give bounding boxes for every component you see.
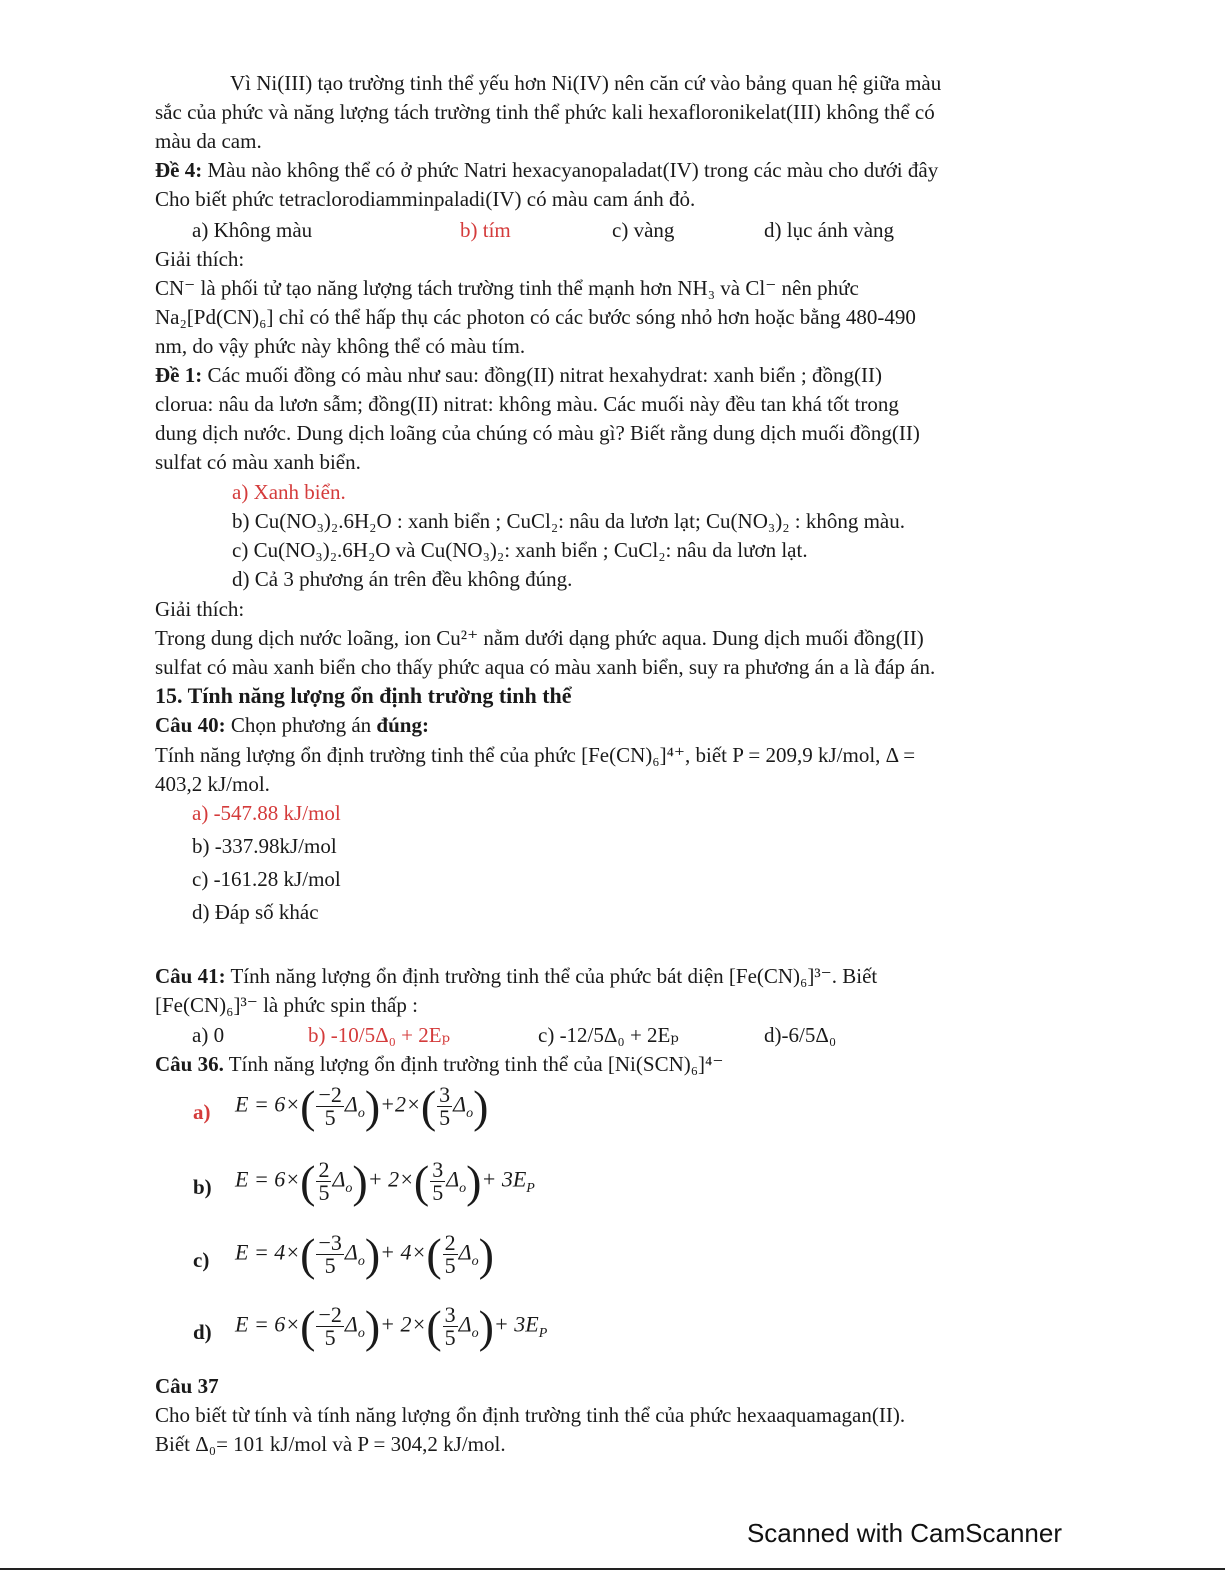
de4-label: Đề 4: bbox=[155, 158, 203, 182]
cau40-line1: Tính năng lượng ổn định trường tinh thể của phức [Fe(CN)₆]⁴⁺, biết P = 209,9 kJ/mol, Δ = bbox=[155, 743, 916, 767]
de4-explain-label: Giải thích: bbox=[155, 247, 245, 271]
cau40-bold-end: đúng: bbox=[376, 713, 429, 737]
cau36-option-b-label: b) bbox=[193, 1175, 212, 1199]
de1-option-c: c) Cu(NO₃)₂.6H₂O và Cu(NO₃)₂: xanh biển ; CuCl₂: nâu da lươn lạt. bbox=[232, 538, 808, 562]
para1-line2: sắc của phức và năng lượng tách trường tinh thể phức kali hexafloronikelat(III) không thể có bbox=[155, 100, 935, 124]
cau40-text: Chọn phương án bbox=[225, 713, 377, 737]
cau41-option-d: d)-6/5Δ₀ bbox=[764, 1023, 837, 1047]
bottom-rule bbox=[0, 1568, 1225, 1570]
cau41-label: Câu 41: bbox=[155, 964, 226, 988]
cau41-option-c: c) -12/5Δ₀ + 2Eₚ bbox=[538, 1023, 679, 1047]
cau41-option-a: a) 0 bbox=[192, 1023, 225, 1047]
cau36-label: Câu 36. bbox=[155, 1052, 224, 1076]
de1-option-b: b) Cu(NO₃)₂.6H₂O : xanh biển ; CuCl₂: nâu da lươn lạt; Cu(NO₃)₂ : không màu. bbox=[232, 509, 906, 533]
cau36-question bbox=[155, 1051, 723, 1077]
cau36-equation-d: E = 6×( $\frac{-2}{5}$ $\Delta_o)+ 2\times$( $\frac{3}{5}$ $\Delta_o)+ 3E_P$ bbox=[235, 1301, 548, 1352]
de4-explain-line2: Na₂[Pd(CN)₆] chỉ có thể hấp thụ các photon có các bước sóng nhỏ hơn hoặc bằng 480-490 bbox=[155, 305, 916, 329]
de1-option-d: d) Cả 3 phương án trên đều không đúng. bbox=[232, 567, 573, 591]
cau40-label: Câu 40: bbox=[155, 713, 226, 737]
cau36-option-a-label: a) bbox=[193, 1100, 211, 1124]
de1-line1: Các muối đồng có màu như sau: đồng(II) nitrat hexahydrat: xanh biển ; đồng(II) bbox=[202, 363, 882, 387]
cau37-label: Câu 37 bbox=[155, 1374, 219, 1398]
para1-line3: màu da cam. bbox=[155, 129, 262, 153]
cau36-equation-a: E = 6×( $\frac{-2}{5}$ $\Delta_o)+2\times$( $\frac{3}{5}$ $\Delta_o$) bbox=[235, 1081, 489, 1132]
de1-label: Đề 1: bbox=[155, 363, 203, 387]
cau41-option-b: b) -10/5Δ₀ + 2Eₚ bbox=[308, 1023, 450, 1047]
cau40-question bbox=[155, 712, 429, 738]
de1-option-a: a) Xanh biển. bbox=[232, 480, 346, 504]
cau36-option-c-label: c) bbox=[193, 1248, 210, 1272]
cau36-text: Tính năng lượng ổn định trường tinh thể của [Ni(SCN)₆]⁴⁻ bbox=[223, 1052, 724, 1076]
de1-line3: dung dịch nước. Dung dịch loãng của chúng có màu gì? Biết rằng dung dịch muối đồng(II) bbox=[155, 421, 920, 445]
de4-line2: Cho biết phức tetraclorodiamminpaladi(IV) có màu cam ánh đỏ. bbox=[155, 187, 696, 211]
de4-option-d: d) lục ánh vàng bbox=[764, 218, 895, 242]
cau40-option-c: c) -161.28 kJ/mol bbox=[192, 867, 341, 891]
cau37-line2: Biết Δ₀= 101 kJ/mol và P = 304,2 kJ/mol. bbox=[155, 1432, 506, 1456]
cau36-option-d-label: d) bbox=[193, 1320, 212, 1344]
cau41-line2: [Fe(CN)₆]³⁻ là phức spin thấp : bbox=[155, 993, 418, 1017]
de4-explain-line1: CN⁻ là phối tử tạo năng lượng tách trường tinh thể mạnh hơn NH₃ và Cl⁻ nên phức bbox=[155, 276, 859, 300]
cau41-line1: Tính năng lượng ổn định trường tinh thể của phức bát diện [Fe(CN)₆]³⁻. Biết bbox=[225, 964, 878, 988]
de4-option-b: b) tím bbox=[460, 218, 511, 242]
cau36-equation-b: E = 6×( $\frac{2}{5}$ $\Delta_o)+ 2\times$( $\frac{3}{5}$ $\Delta_o)+ 3E_P$ bbox=[235, 1156, 535, 1207]
cau40-line2: 403,2 kJ/mol. bbox=[155, 772, 270, 796]
para1-line1: Vì Ni(III) tạo trường tinh thể yếu hơn Ni(IV) nên căn cứ vào bảng quan hệ giữa màu bbox=[230, 71, 942, 95]
cau40-option-d: d) Đáp số khác bbox=[192, 900, 319, 924]
de4-option-c: c) vàng bbox=[612, 218, 675, 242]
de1-line2: clorua: nâu da lươn sẫm; đồng(II) nitrat: không màu. Các muối này đều tan khá tốt trong bbox=[155, 392, 899, 416]
cau36-equation-c: E = 4×( $\frac{-3}{5}$ $\Delta_o)+ 4\times$( $\frac{2}{5}$ $\Delta_o$) bbox=[235, 1229, 494, 1280]
cau37-line1: Cho biết từ tính và tính năng lượng ổn định trường tinh thể của phức hexaaquamagan(II). bbox=[155, 1403, 906, 1427]
de1-explain-label: Giải thích: bbox=[155, 597, 245, 621]
de4-question bbox=[155, 157, 938, 183]
de4-line1: Màu nào không thể có ở phức Natri hexacyanopaladat(IV) trong các màu cho dưới đây bbox=[202, 158, 939, 182]
cau40-option-a: a) -547.88 kJ/mol bbox=[192, 801, 341, 825]
section-heading: 15. Tính năng lượng ổn định trường tinh thể bbox=[155, 683, 572, 708]
de4-explain-line3: nm, do vậy phức này không thể có màu tím. bbox=[155, 334, 526, 358]
de1-explain-line2: sulfat có màu xanh biển cho thấy phức aqua có màu xanh biển, suy ra phương án a là đáp án. bbox=[155, 655, 936, 679]
de4-option-a: a) Không màu bbox=[192, 218, 313, 242]
cau40-option-b: b) -337.98kJ/mol bbox=[192, 834, 337, 858]
de1-question bbox=[155, 362, 882, 388]
de1-line4: sulfat có màu xanh biển. bbox=[155, 450, 361, 474]
scanner-watermark: Scanned with CamScanner bbox=[746, 1518, 1062, 1548]
cau41-question bbox=[155, 963, 877, 989]
de1-explain-line1: Trong dung dịch nước loãng, ion Cu²⁺ nằm dưới dạng phức aqua. Dung dịch muối đồng(II) bbox=[155, 626, 924, 650]
